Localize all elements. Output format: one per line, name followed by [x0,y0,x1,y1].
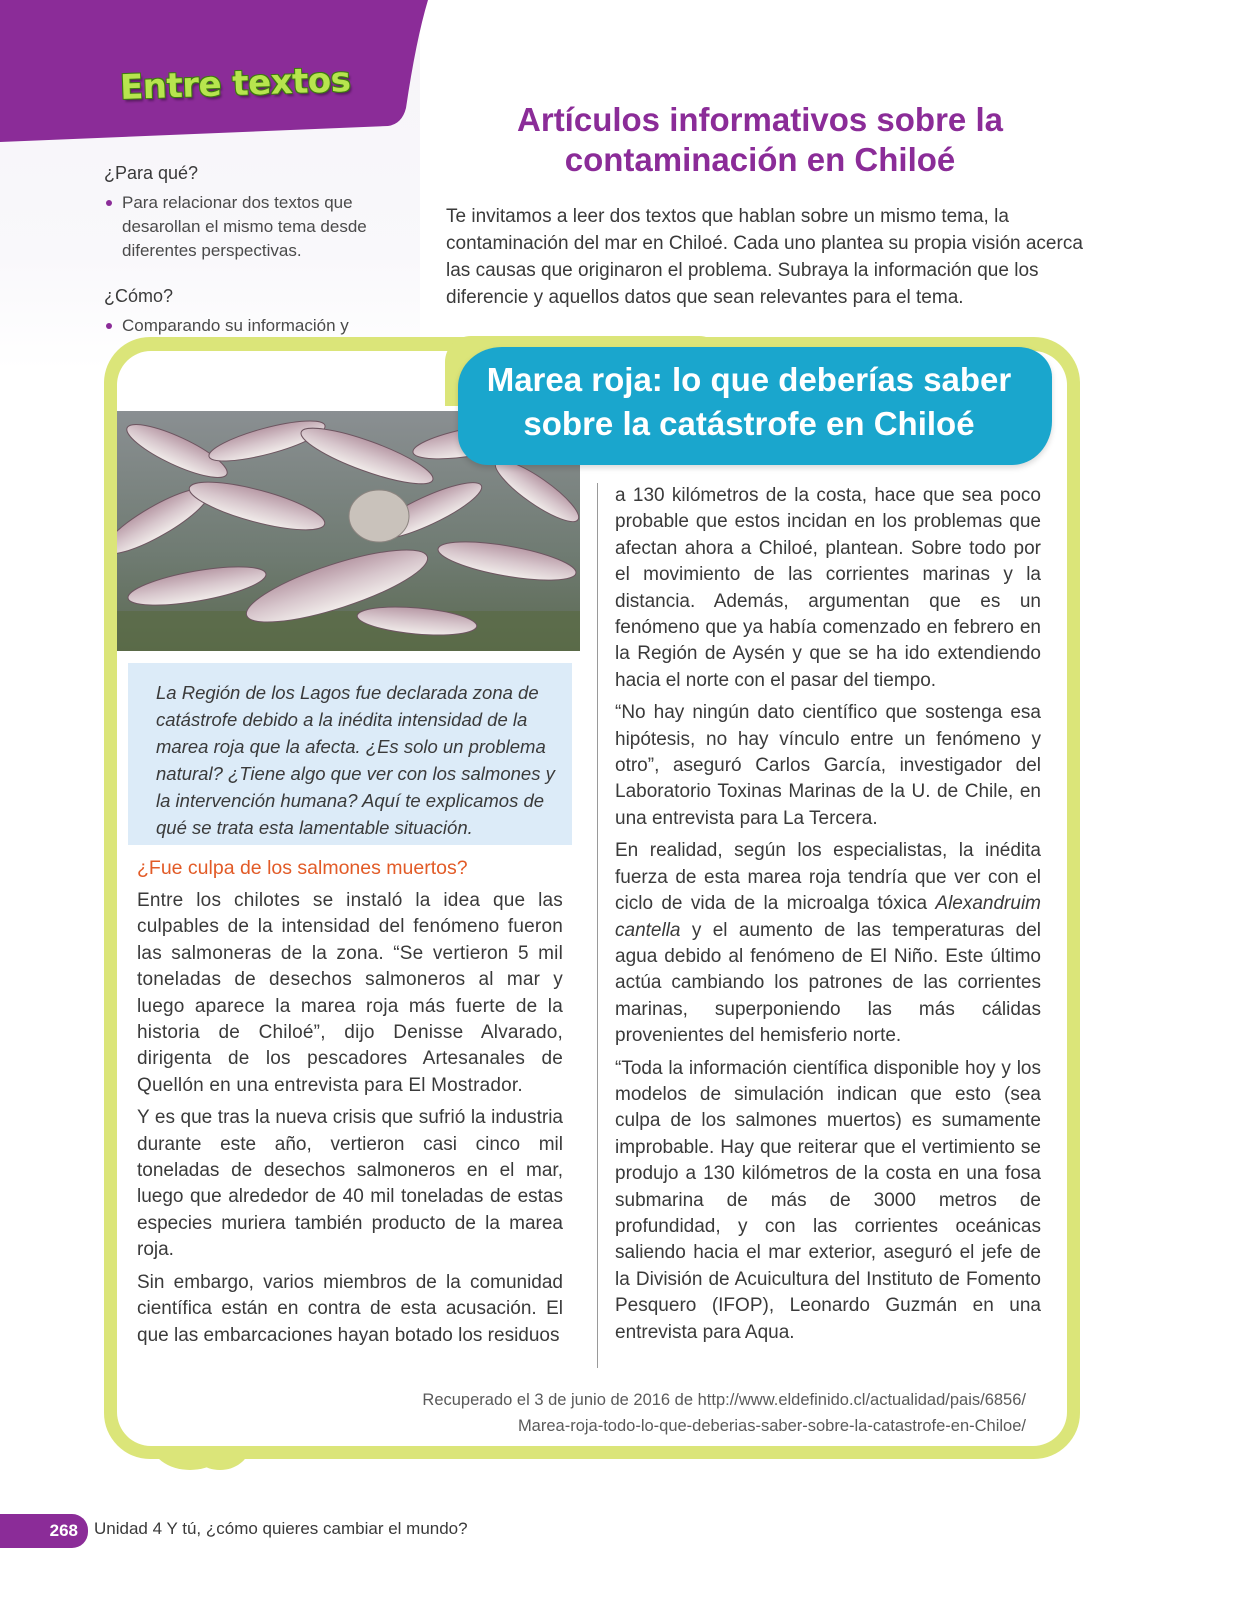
source-line2: Marea-roja-todo-lo-que-deberias-saber-sobre-la-catastrofe-en-Chiloe/ [517,1417,1026,1435]
unit-subtitle: Y tú, ¿cómo quieres cambiar el mundo? [166,1519,468,1538]
como-question: ¿Cómo? [104,286,174,306]
lead-text: La Región de los Lagos fue declarada zona de catástrofe debido a la inédita intensidad de la marea roja que la afecta. ¿Es solo un problema natural? ¿Tiene algo que ver con los salmones y la intervención humana? Aquí te explicamos de qué se trata esta lamentable situación. [156,682,555,838]
para-que-question: ¿Para qué? [104,163,199,183]
page-number: 268 [0,1514,88,1548]
page-title-line2: contaminación en Chiloé [564,141,956,178]
column-divider [597,483,598,1368]
section-tag: Entre textos [119,59,352,109]
source-citation [330,1387,1026,1439]
article-paragraph: “Toda la información científica disponible hoy y los modelos de simulación indican que esto (sea culpa de los salmones muertos) es sumamente improbable. Hay que reiterar que el vertimiento se produjo a 130 kilómetros de la costa en una fosa submarina de más de 3000 metros de profundidad, y con las corrientes oceánicas saliendo hacia el mar exterior, aseguró el jefe de la División de Acuicultura del Instituto de Fomento Pesquero (IFOP), Leonardo Guzmán en una entrevista para Aqua. [615,1057,1041,1343]
unit-label: Unidad 4 [94,1519,163,1538]
intro-paragraph: Te invitamos a leer dos textos que hablan sobre un mismo tema, la contaminación del mar en Chiloé. Cada uno plantea su propia visión acerca las causas que originaron el problema. Subraya la información que los diferencie y aquellos datos que sean relevantes para el tema. [446,206,1083,308]
article-paragraph: Entre los chilotes se instaló la idea que las culpables de la intensidad del fenómeno fueron las salmoneras de la zona. “Se vertieron 5 mil toneladas de desechos salmoneros al mar y luego aparece la marea roja más fuerte de la historia de Chiloé”, dijo Denisse Alvarado, dirigenta de los pescadores Artesanales de Quellón en una entrevista para El Mostrador. [137,890,563,1096]
article-paragraph: “No hay ningún dato científico que sostenga esa hipótesis, no hay vínculo entre un fenómeno y otro”, aseguró Carlos García, investigador del Laboratorio Toxinas Marinas de la U. de Chile, en una entrevista para La Tercera. [615,702,1041,829]
article-paragraph [615,838,1041,1049]
para-que-item: Para relacionar dos textos que desarollan el mismo tema desde diferentes perspectivas. [104,191,404,263]
para-que-block [104,161,404,263]
article-title [458,358,1040,446]
species-name: Alexandruim cantella [615,893,1041,941]
article-column-left [137,888,563,1355]
article-text: y el aumento de las temperaturas del agua debido al fenómeno de El Niño. Este último actúa cambiando los patrones de las corrientes marinas, superponiendo las más cálidas provenientes del hemisferio norte. [615,919,1041,1047]
unit-title [94,1519,468,1539]
article-paragraph: Y es que tras la nueva crisis que sufrió la industria durante este año, vertieron casi cinco mil toneladas de desechos salmoneros en el mar, luego que alrededor de 40 mil toneladas de estas especies muriera también producto de la marea roja. [137,1107,563,1261]
source-line1: Recuperado el 3 de junio de 2016 de http://www.eldefinido.cl/actualidad/pais/6856/ [422,1391,1026,1409]
page-title [440,100,1080,180]
page-title-line1: Artículos informativos sobre la [517,101,1003,138]
article-title-line2: sobre la catástrofe en Chiloé [523,405,975,442]
article-paragraph: a 130 kilómetros de la costa, hace que sea poco probable que estos incidan en los problemas que afectan ahora a Chiloé, plantean. Sobre todo por el movimiento de las corrientes marinas y la distancia. Además, argumentan que es un fenómeno que ya había comenzado en febrero en la Región de Aysén y que se ha ido extendiendo hacia el norte con el pasar del tiempo. [615,485,1041,691]
article-text: En realidad, según los especialistas, la inédita fuerza de esta marea roja tendría que ver con el ciclo de vida de la microalga tóxica [615,840,1041,915]
article-paragraph: Sin embargo, varios miembros de la comunidad científica están en contra de esta acusación. El que las embarcaciones hayan botado los residuos [137,1271,563,1346]
article-subheading: ¿Fue culpa de los salmones muertos? [137,857,468,879]
article-column-right [615,483,1041,1352]
article-title-line1: Marea roja: lo que deberías saber [486,361,1012,398]
como-item: Comparando su información y [104,314,404,362]
